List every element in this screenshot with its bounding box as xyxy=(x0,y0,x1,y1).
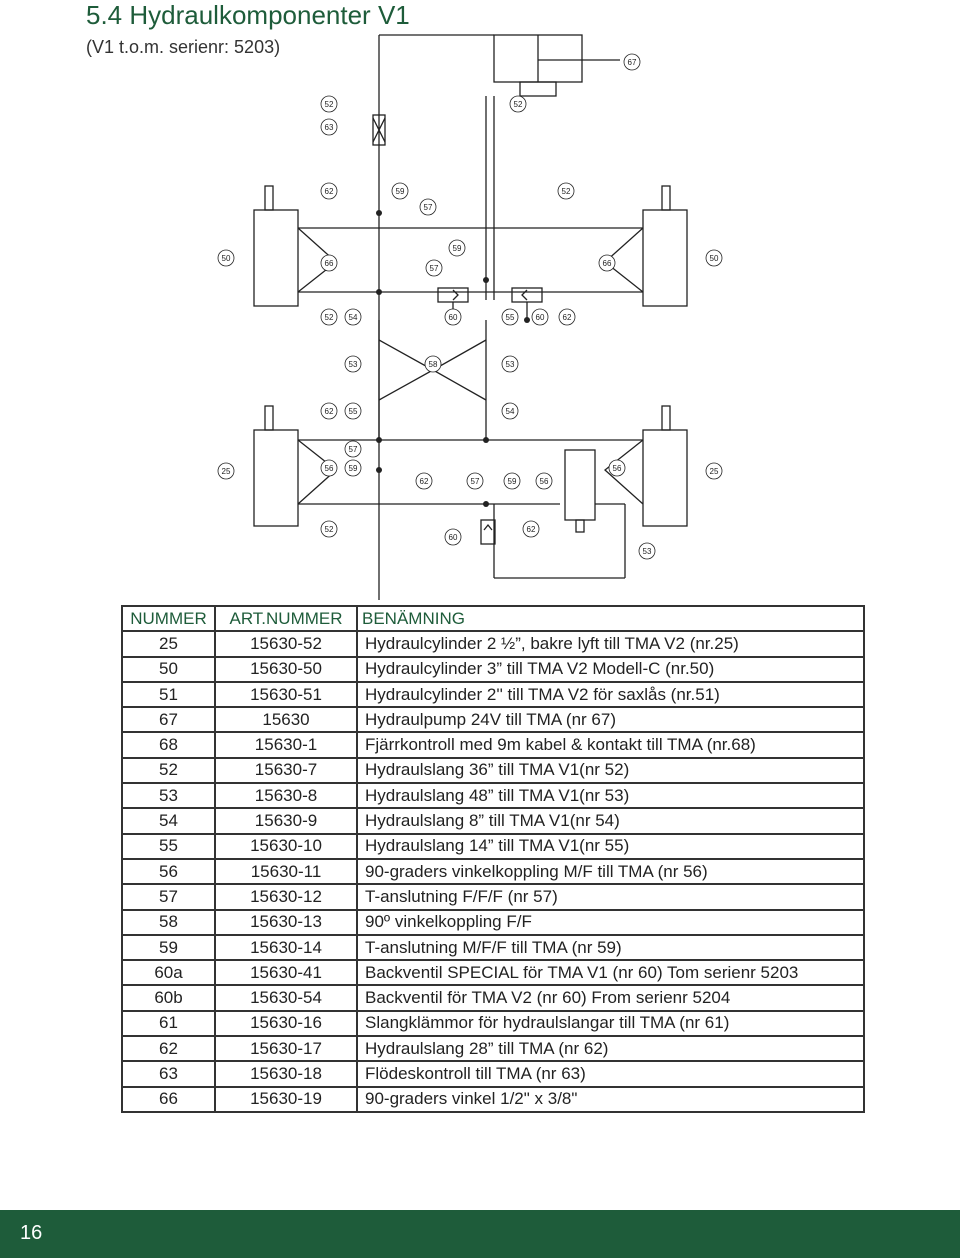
cell-artnummer: 15630-51 xyxy=(215,682,357,707)
cylinder-right-top xyxy=(643,210,687,306)
column-header-nummer: NUMMER xyxy=(122,606,215,631)
cylinder-left-top xyxy=(254,210,298,306)
diagram-label: 63 xyxy=(324,123,334,132)
cell-benamning: Hydraulpump 24V till TMA (nr 67) xyxy=(357,707,864,732)
cell-nummer: 58 xyxy=(122,910,215,935)
diagram-label: 50 xyxy=(221,254,231,263)
cell-artnummer: 15630 xyxy=(215,707,357,732)
cell-benamning: Fjärrkontroll med 9m kabel & kontakt till TMA (nr.68) xyxy=(357,732,864,757)
table-row xyxy=(122,1087,864,1112)
page-title: 5.4 Hydraulkomponenter V1 xyxy=(86,0,410,30)
page-subtitle: (V1 t.o.m. serienr: 5203) xyxy=(86,37,281,57)
cylinder-left-bottom xyxy=(254,430,298,526)
table-row xyxy=(122,884,864,909)
cell-artnummer: 15630-18 xyxy=(215,1061,357,1086)
diagram-label: 56 xyxy=(324,464,334,473)
cell-artnummer: 15630-17 xyxy=(215,1036,357,1061)
cell-benamning: Backventil SPECIAL för TMA V1 (nr 60) Tom serienr 5203 xyxy=(357,960,864,985)
cell-artnummer: 15630-14 xyxy=(215,935,357,960)
diagram-label: 52 xyxy=(513,100,523,109)
diagram-label: 55 xyxy=(348,407,358,416)
table-row xyxy=(122,1036,864,1061)
diagram-label: 67 xyxy=(627,58,637,67)
diagram-label: 54 xyxy=(505,407,515,416)
diagram-label: 57 xyxy=(429,264,439,273)
diagram-label: 53 xyxy=(642,547,652,556)
cell-benamning: 90-graders vinkelkoppling M/F till TMA (nr 56) xyxy=(357,859,864,884)
cell-artnummer: 15630-1 xyxy=(215,732,357,757)
table-row xyxy=(122,631,864,656)
diagram-label: 66 xyxy=(602,259,612,268)
cell-benamning: T-anslutning F/F/F (nr 57) xyxy=(357,884,864,909)
cell-benamning: T-anslutning M/F/F till TMA (nr 59) xyxy=(357,935,864,960)
cell-nummer: 67 xyxy=(122,707,215,732)
diagram-label: 56 xyxy=(539,477,549,486)
diagram-label: 59 xyxy=(395,187,405,196)
cell-nummer: 62 xyxy=(122,1036,215,1061)
table-header-row xyxy=(122,606,864,631)
diagram-label: 52 xyxy=(324,313,334,322)
table-row xyxy=(122,859,864,884)
valve-block xyxy=(565,450,595,520)
table-row xyxy=(122,682,864,707)
cell-nummer: 52 xyxy=(122,758,215,783)
check-valve-3 xyxy=(481,520,495,544)
diagram-label: 60 xyxy=(448,533,458,542)
diagram-label: 25 xyxy=(709,467,719,476)
diagram-label: 50 xyxy=(709,254,719,263)
cell-benamning: Backventil för TMA V2 (nr 60) From serienr 5204 xyxy=(357,985,864,1010)
diagram-label: 53 xyxy=(505,360,515,369)
diagram-label: 60 xyxy=(535,313,545,322)
cell-nummer: 53 xyxy=(122,783,215,808)
table-row xyxy=(122,707,864,732)
table-row xyxy=(122,834,864,859)
cell-benamning: Hydraulcylinder 3” till TMA V2 Modell-C (nr.50) xyxy=(357,657,864,682)
cell-nummer: 63 xyxy=(122,1061,215,1086)
diagram-label: 55 xyxy=(505,313,515,322)
diagram-label: 53 xyxy=(348,360,358,369)
diagram-label: 62 xyxy=(526,525,536,534)
cell-nummer: 60b xyxy=(122,985,215,1010)
diagram-label: 54 xyxy=(348,313,358,322)
cell-benamning: Hydraulslang 48” till TMA V1(nr 53) xyxy=(357,783,864,808)
cell-artnummer: 15630-11 xyxy=(215,859,357,884)
cell-artnummer: 15630-52 xyxy=(215,631,357,656)
page-number: 16 xyxy=(20,1222,43,1244)
table-row xyxy=(122,910,864,935)
diagram-label: 62 xyxy=(419,477,429,486)
diagram-label: 57 xyxy=(470,477,480,486)
diagram-label: 25 xyxy=(221,467,231,476)
table-row xyxy=(122,1061,864,1086)
cell-artnummer: 15630-16 xyxy=(215,1011,357,1036)
diagram-label: 62 xyxy=(562,313,572,322)
footer-bar xyxy=(0,1210,960,1258)
cell-benamning: 90-graders vinkel 1/2" x 3/8" xyxy=(357,1087,864,1112)
cell-benamning: Hydraulslang 28” till TMA (nr 62) xyxy=(357,1036,864,1061)
table-row xyxy=(122,935,864,960)
cell-artnummer: 15630-7 xyxy=(215,758,357,783)
cell-artnummer: 15630-13 xyxy=(215,910,357,935)
diagram-label: 57 xyxy=(348,445,358,454)
cell-artnummer: 15630-9 xyxy=(215,808,357,833)
cell-benamning: Hydraulslang 14” till TMA V1(nr 55) xyxy=(357,834,864,859)
column-header-benamning: BENÄMNING xyxy=(357,606,864,631)
cell-nummer: 56 xyxy=(122,859,215,884)
cell-artnummer: 15630-54 xyxy=(215,985,357,1010)
diagram-label: 62 xyxy=(324,187,334,196)
cell-artnummer: 15630-50 xyxy=(215,657,357,682)
cell-artnummer: 15630-41 xyxy=(215,960,357,985)
cell-nummer: 51 xyxy=(122,682,215,707)
cell-nummer: 50 xyxy=(122,657,215,682)
table-row xyxy=(122,783,864,808)
cell-benamning: 90º vinkelkoppling F/F xyxy=(357,910,864,935)
cell-artnummer: 15630-12 xyxy=(215,884,357,909)
table-row xyxy=(122,732,864,757)
diagram-label: 62 xyxy=(324,407,334,416)
cell-benamning: Hydraulcylinder 2 ½”, bakre lyft till TMA V2 (nr.25) xyxy=(357,631,864,656)
table-row xyxy=(122,1011,864,1036)
diagram-label: 59 xyxy=(452,244,462,253)
diagram-label: 59 xyxy=(348,464,358,473)
cell-artnummer: 15630-10 xyxy=(215,834,357,859)
cell-benamning: Slangklämmor för hydraulslangar till TMA (nr 61) xyxy=(357,1011,864,1036)
cell-nummer: 60a xyxy=(122,960,215,985)
cell-nummer: 59 xyxy=(122,935,215,960)
table-row xyxy=(122,985,864,1010)
table-row xyxy=(122,758,864,783)
cell-benamning: Hydraulslang 36” till TMA V1(nr 52) xyxy=(357,758,864,783)
cell-nummer: 68 xyxy=(122,732,215,757)
diagram-label: 56 xyxy=(612,464,622,473)
diagram-label: 66 xyxy=(324,259,334,268)
cell-benamning: Hydraulcylinder 2'' till TMA V2 för saxlås (nr.51) xyxy=(357,682,864,707)
cell-artnummer: 15630-8 xyxy=(215,783,357,808)
table-row xyxy=(122,657,864,682)
pump-base xyxy=(520,82,556,96)
cell-nummer: 66 xyxy=(122,1087,215,1112)
cell-benamning: Flödeskontroll till TMA (nr 63) xyxy=(357,1061,864,1086)
cell-benamning: Hydraulslang 8” till TMA V1(nr 54) xyxy=(357,808,864,833)
diagram-label: 59 xyxy=(507,477,517,486)
hydraulic-diagram xyxy=(0,0,960,600)
cell-nummer: 25 xyxy=(122,631,215,656)
diagram-label: 60 xyxy=(448,313,458,322)
cell-nummer: 54 xyxy=(122,808,215,833)
column-header-artnummer: ART.NUMMER xyxy=(215,606,357,631)
diagram-label: 58 xyxy=(428,360,438,369)
cell-nummer: 55 xyxy=(122,834,215,859)
table-row xyxy=(122,808,864,833)
diagram-label: 57 xyxy=(423,203,433,212)
cell-nummer: 61 xyxy=(122,1011,215,1036)
cylinder-right-bottom xyxy=(643,430,687,526)
diagram-label: 52 xyxy=(324,100,334,109)
cell-nummer: 57 xyxy=(122,884,215,909)
diagram-label: 52 xyxy=(561,187,571,196)
parts-table xyxy=(121,605,865,1113)
diagram-label: 52 xyxy=(324,525,334,534)
cell-artnummer: 15630-19 xyxy=(215,1087,357,1112)
table-row xyxy=(122,960,864,985)
